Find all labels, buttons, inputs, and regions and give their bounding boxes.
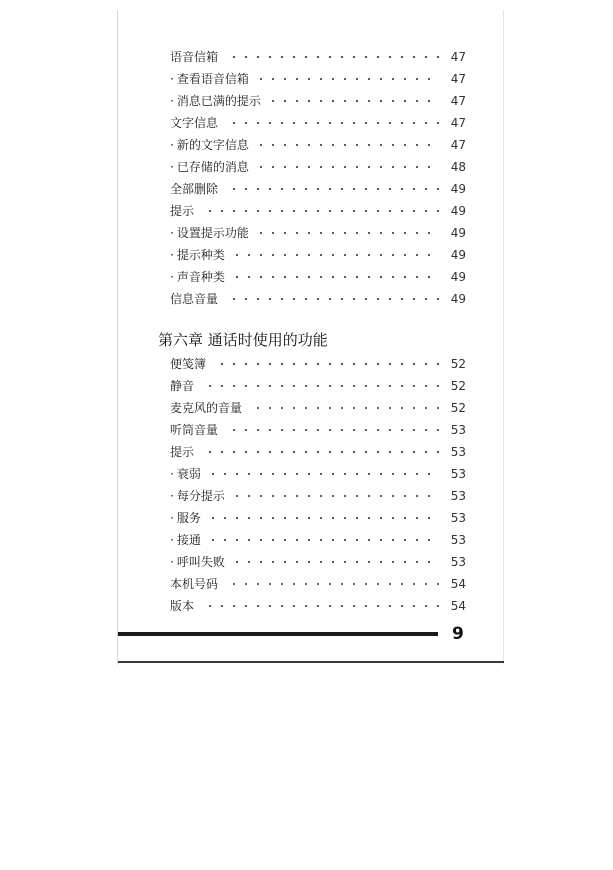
toc-entry-label: · 声音种类 bbox=[170, 267, 225, 287]
page-number: 9 bbox=[452, 624, 464, 644]
dot-leader bbox=[231, 552, 440, 572]
toc-entry-label: · 接通 bbox=[170, 530, 201, 550]
toc-page-number: 49 bbox=[450, 226, 466, 240]
dot-leader bbox=[228, 574, 440, 594]
toc-row-voicemail bbox=[170, 47, 466, 67]
toc-page-number: 53 bbox=[450, 467, 466, 481]
toc-row-sound-types bbox=[170, 267, 466, 287]
toc-entry-label: 版本 bbox=[170, 599, 195, 613]
toc-page-number: 53 bbox=[450, 445, 466, 459]
toc-row-notepad bbox=[170, 354, 466, 374]
toc-row-mic-volume bbox=[170, 398, 466, 418]
toc-row-connected bbox=[170, 530, 466, 550]
toc-page-number: 48 bbox=[450, 160, 466, 174]
toc-page-number: 49 bbox=[450, 204, 466, 218]
toc-entry-label: · 服务 bbox=[170, 508, 201, 528]
toc-page-number: 52 bbox=[450, 401, 466, 415]
page-right-edge bbox=[503, 10, 504, 665]
toc-row-new-text-message bbox=[170, 135, 466, 155]
dot-leader bbox=[255, 135, 440, 155]
toc-entry-label: 提示 bbox=[170, 204, 195, 218]
toc-row-set-alert bbox=[170, 223, 466, 243]
toc-page-number: 53 bbox=[450, 511, 466, 525]
dot-leader bbox=[216, 354, 440, 374]
toc-page-number: 47 bbox=[450, 50, 466, 64]
toc-entry-label: 便笺簿 bbox=[170, 357, 207, 371]
dot-leader bbox=[231, 267, 440, 287]
toc-row-mute bbox=[170, 376, 466, 396]
toc-page-number: 49 bbox=[450, 292, 466, 306]
toc-row-saved-messages bbox=[170, 157, 466, 177]
toc-row-version bbox=[170, 596, 466, 616]
dot-leader bbox=[228, 179, 440, 199]
dot-leader bbox=[204, 201, 440, 221]
toc-entry-label: 本机号码 bbox=[170, 577, 219, 591]
dot-leader bbox=[204, 376, 440, 396]
toc-page-number: 53 bbox=[450, 533, 466, 547]
dot-leader bbox=[207, 464, 440, 484]
toc-page-number: 49 bbox=[450, 182, 466, 196]
toc-row-alerts-2 bbox=[170, 442, 466, 462]
dot-leader bbox=[204, 596, 440, 616]
toc-row-service bbox=[170, 508, 466, 528]
toc-entry-label: · 已存储的消息 bbox=[170, 157, 249, 177]
toc-page-number: 49 bbox=[450, 270, 466, 284]
toc-row-mailbox-full-alert bbox=[170, 91, 466, 111]
dot-leader bbox=[204, 442, 440, 462]
dot-leader bbox=[228, 47, 440, 67]
toc-entry-label: 语音信箱 bbox=[170, 50, 219, 64]
toc-page-number: 52 bbox=[450, 379, 466, 393]
toc-page-number: 47 bbox=[450, 138, 466, 152]
dot-leader bbox=[228, 289, 440, 309]
toc-entry-label: 听筒音量 bbox=[170, 423, 219, 437]
dot-leader bbox=[255, 223, 440, 243]
page-bottom-edge bbox=[118, 661, 504, 663]
toc-row-own-number bbox=[170, 574, 466, 594]
toc-entry-label: · 消息已满的提示 bbox=[170, 91, 261, 111]
toc-row-alerts bbox=[170, 201, 466, 221]
toc-page-number: 54 bbox=[450, 577, 466, 591]
toc-entry-label: 信息音量 bbox=[170, 292, 219, 306]
toc-row-alert-types bbox=[170, 245, 466, 265]
toc-entry-label: · 查看语音信箱 bbox=[170, 69, 249, 89]
toc-row-delete-all bbox=[170, 179, 466, 199]
toc-row-text-messages bbox=[170, 113, 466, 133]
toc-row-check-voicemail bbox=[170, 69, 466, 89]
toc-page-number: 53 bbox=[450, 423, 466, 437]
toc-page-number: 53 bbox=[450, 555, 466, 569]
toc-entry-label: 静音 bbox=[170, 379, 195, 393]
toc-entry-label: · 提示种类 bbox=[170, 245, 225, 265]
toc-entry-label: · 每分提示 bbox=[170, 486, 225, 506]
toc-entry-label: · 设置提示功能 bbox=[170, 223, 249, 243]
dot-leader bbox=[231, 486, 440, 506]
toc-entry-label: · 衰弱 bbox=[170, 464, 201, 484]
toc-page-number: 47 bbox=[450, 116, 466, 130]
toc-entry-label: · 呼叫失败 bbox=[170, 552, 225, 572]
dot-leader bbox=[252, 398, 440, 418]
toc-page-number: 47 bbox=[450, 94, 466, 108]
footer-rule bbox=[118, 632, 438, 636]
toc-page-number: 49 bbox=[450, 248, 466, 262]
toc-entry-label: 提示 bbox=[170, 445, 195, 459]
toc-entry-label: 全部删除 bbox=[170, 182, 219, 196]
dot-leader bbox=[255, 69, 440, 89]
toc-page-number: 54 bbox=[450, 599, 466, 613]
chapter-heading: 第六章 通话时使用的功能 bbox=[158, 331, 328, 349]
dot-leader bbox=[228, 113, 440, 133]
dot-leader bbox=[207, 530, 440, 550]
toc-page-number: 53 bbox=[450, 489, 466, 503]
dot-leader bbox=[228, 420, 440, 440]
toc-row-call-failed bbox=[170, 552, 466, 572]
toc-row-minute-alert bbox=[170, 486, 466, 506]
dot-leader bbox=[267, 91, 440, 111]
toc-entry-label: · 新的文字信息 bbox=[170, 135, 249, 155]
toc-row-weak-signal bbox=[170, 464, 466, 484]
page-left-edge bbox=[117, 10, 118, 665]
dot-leader bbox=[231, 245, 440, 265]
toc-entry-label: 文字信息 bbox=[170, 116, 219, 130]
toc-page-number: 47 bbox=[450, 72, 466, 86]
toc-row-earpiece-volume bbox=[170, 420, 466, 440]
dot-leader bbox=[255, 157, 440, 177]
toc-row-message-volume bbox=[170, 289, 466, 309]
toc-entry-label: 麦克风的音量 bbox=[170, 401, 243, 415]
dot-leader bbox=[207, 508, 440, 528]
toc-page-number: 52 bbox=[450, 357, 466, 371]
